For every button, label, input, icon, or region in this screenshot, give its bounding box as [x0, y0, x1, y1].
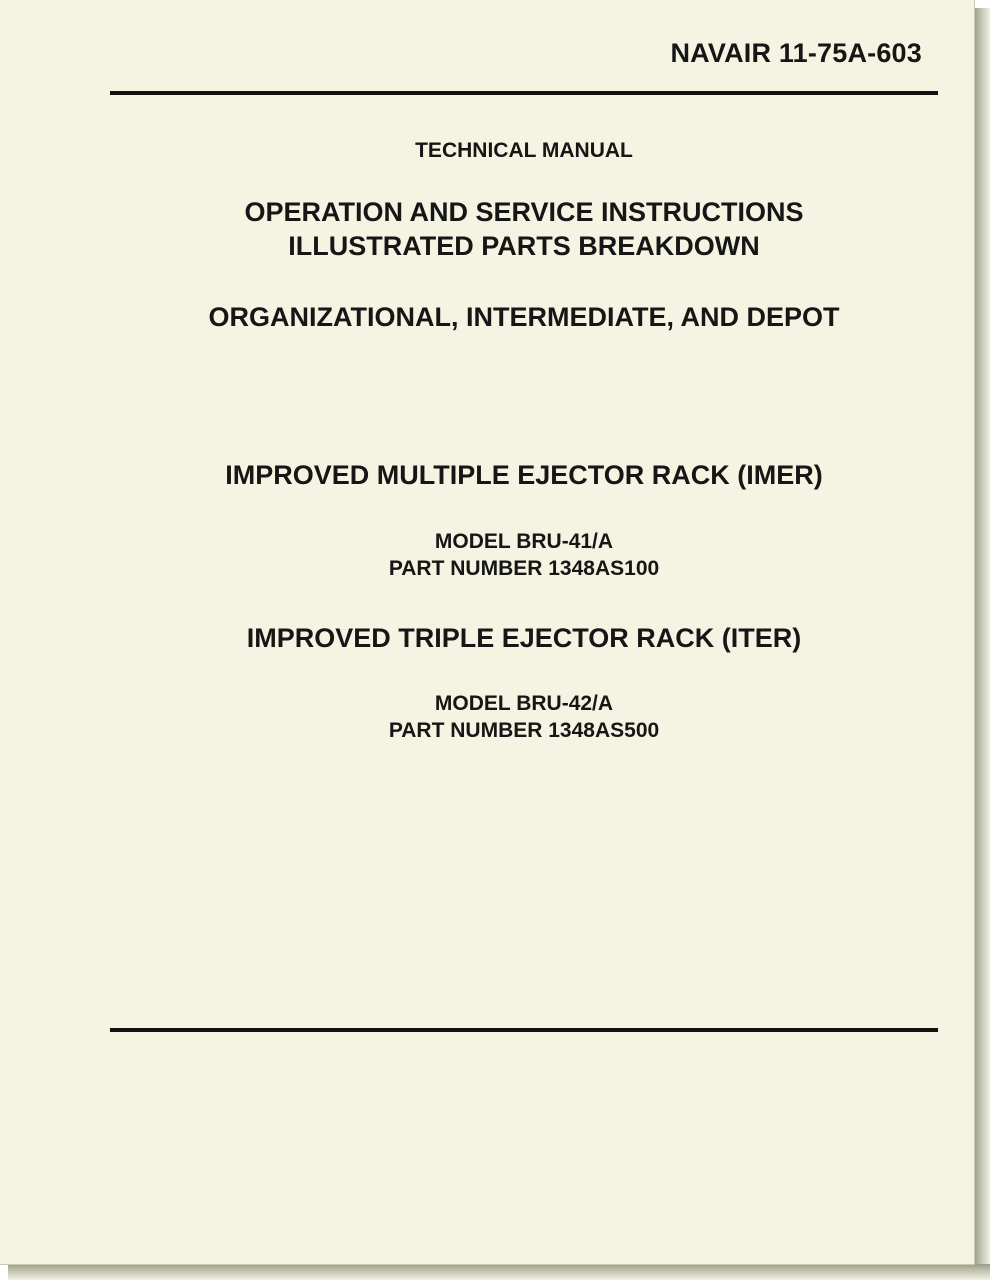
part-number-iter: PART NUMBER 1348AS500: [388, 719, 660, 742]
equipment-name-imer: IMPROVED MULTIPLE EJECTOR RACK (IMER): [225, 460, 823, 490]
title-line-1: OPERATION AND SERVICE INSTRUCTIONS: [244, 197, 804, 227]
title-line-2: ILLUSTRATED PARTS BREAKDOWN: [288, 231, 760, 261]
top-divider: [110, 91, 938, 95]
manual-type-label: TECHNICAL MANUAL: [415, 139, 633, 162]
part-number-imer: PART NUMBER 1348AS100: [388, 557, 660, 580]
model-imer: MODEL BRU-41/A: [434, 530, 614, 553]
bottom-divider: [110, 1028, 938, 1032]
document-number: NAVAIR 11-75A-603: [670, 38, 922, 68]
equipment-name-iter: IMPROVED TRIPLE EJECTOR RACK (ITER): [246, 623, 802, 653]
maintenance-levels: ORGANIZATIONAL, INTERMEDIATE, AND DEPOT: [208, 302, 840, 332]
page-shadow-right: [974, 8, 990, 1280]
model-iter: MODEL BRU-42/A: [434, 692, 614, 715]
page-shadow-bottom: [8, 1264, 990, 1280]
